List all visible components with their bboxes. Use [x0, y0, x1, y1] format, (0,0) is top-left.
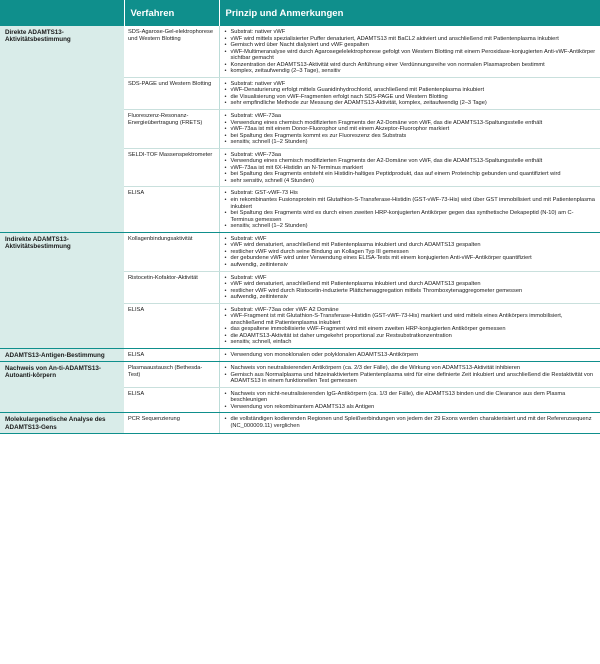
principle-item: • vWF wird denaturiert, anschließend mit Patientenplasma inkubiert und durch ADAMTS13 gespalten — [224, 242, 597, 249]
table-body — [0, 26, 600, 433]
principle-item: • die Visualisierung von vWF-Fragmenten erfolgt nach SDS-PAGE und Western Blotting — [224, 94, 597, 101]
principle-item: • sensitiv, schnell (1–2 Stunden) — [224, 139, 597, 146]
principle-item: • das gespaltene immobilisierte vWF-Fragment wird mit einem zweiten HRP-konjugierten Antikörper gemessen — [224, 326, 597, 333]
principle-list — [224, 352, 597, 359]
procedure-cell: ELISA — [124, 187, 219, 232]
procedure-cell: SDS-Agarose-Gel-elektrophorese und Western Blotting — [124, 26, 219, 77]
method-cell: Indirekte ADAMTS13-Aktivitätsbestimmung — [0, 232, 124, 348]
principle-list — [224, 190, 597, 229]
procedure-cell: PCR Sequenzierung — [124, 413, 219, 433]
principle-item: • Substrat: nativer vWF — [224, 29, 597, 36]
header-principle: Prinzip und Anmerkungen — [219, 0, 600, 26]
principle-item: • aufwendig, zeitintensiv — [224, 294, 597, 301]
principle-item: • Verwendung von rekombinantem ADAMTS13 als Antigen — [224, 404, 597, 411]
table-row — [0, 348, 600, 361]
principle-item: • bei Spaltung des Fragments entsteht ein Histidin-haltiges Peptidprodukt, das auf einem Proteinchip gebunden und quantifiziert wird — [224, 171, 597, 178]
principle-cell — [219, 387, 600, 413]
principle-list — [224, 81, 597, 107]
principle-item: • Substrat: vWF — [224, 275, 597, 282]
principle-item: • sehr empfindliche Methode zur Messung der ADAMTS13-Aktivität, komplex, zeitaufwendig (2–3 Tage) — [224, 100, 597, 107]
principle-item: • vWF-Fragment ist mit Glutathion-S-Transferase-Histidin (GST-vWF-73-His) markiert und wird mittels eines Antikörpers immobilisiert, anschließend mit Patientenplasma inkubiert — [224, 313, 597, 326]
principle-item: • Substrat: GST-vWF-73 His — [224, 190, 597, 197]
principle-item: • vWF-Denaturierung erfolgt mittels Guanidinhydrochlorid, anschließend mit Patientenplasma inkubiert — [224, 87, 597, 94]
principle-item: • Substrat: vWF-73aa — [224, 113, 597, 120]
principle-item: • Nachweis von nicht-neutralisierenden IgG-Antikörpern (ca. 1/3 der Fälle), die ADAMTS13 binden und die Clearance aus dem Plasma beschleunigen — [224, 391, 597, 404]
principle-item: • komplex, zeitaufwendig (2–3 Tage), sensitiv — [224, 68, 597, 75]
principle-item: • restlicher vWF wird durch seine Bindung an Kollagen Typ III gemessen — [224, 249, 597, 256]
principle-item: • vWF-73aa ist mit einem Donor-Fluorophor und mit einem Akzeptor-Fluorophor markiert — [224, 126, 597, 133]
principle-item: • der gebundene vWF wird unter Verwendung eines ELISA-Tests mit einem konjugierten Anti-vWF-Antikörper quantifiziert — [224, 255, 597, 262]
procedure-cell: Kollagenbindungsaktivität — [124, 232, 219, 271]
header-method — [0, 0, 124, 26]
principle-list — [224, 113, 597, 146]
table-header — [0, 0, 600, 26]
procedure-cell: Fluoreszenz-Resonanz-Energieübertragung (FRETS) — [124, 110, 219, 149]
principle-cell — [219, 413, 600, 433]
principle-item: • Substrat: vWF-73aa — [224, 152, 597, 159]
procedure-cell: Plasmaaustausch (Bethesda-Test) — [124, 362, 219, 388]
procedure-cell: Ristocetin-Kofaktor-Aktivität — [124, 271, 219, 303]
table-row — [0, 362, 600, 388]
principle-item: • Gemisch aus Normalplasma und hitzeinaktiviertem Patientenplasma wird für eine definierte Zeit inkubiert und anschließend die Restaktivität von ADAMTS13 in einem funktionellen Test gemessen — [224, 372, 597, 385]
principle-list — [224, 29, 597, 75]
principle-item: • vWF wird denaturiert, anschließend mit Patientenplasma inkubiert und durch ADAMTS13 gespalten — [224, 281, 597, 288]
principle-item: • Substrat: nativer vWF — [224, 81, 597, 88]
principle-cell — [219, 110, 600, 149]
table-row — [0, 413, 600, 433]
procedure-cell: ELISA — [124, 348, 219, 361]
principle-item: • restlicher vWF wird durch Ristocetin-induzierte Plättchenaggregation mittels Thromboxytenaggregometer gemessen — [224, 288, 597, 295]
principle-item: • die ADAMTS13-Aktivität ist daher umgekehrt proportional zur Restsubstratkonzentration — [224, 333, 597, 340]
principle-item: • sensitiv, schnell, einfach — [224, 339, 597, 346]
principle-cell — [219, 148, 600, 187]
principle-item: • sensitiv, schnell (1–2 Stunden) — [224, 223, 597, 230]
principle-item: • bei Spaltung des Fragments wird es durch einen zweiten HRP-konjugierten Antikörper gegen das synthetische Dekapeptid (N-10) am C-Terminus gemessen — [224, 210, 597, 223]
principle-item: • Nachweis von neutralisierenden Antikörpern (ca. 2/3 der Fälle), die die Wirkung von ADAMTS13-Aktivität inhibieren — [224, 365, 597, 372]
principle-item: • sehr sensitiv, schnell (4 Stunden) — [224, 178, 597, 185]
principle-item: • Gemisch wird über Nacht dialysiert und vWF gespalten — [224, 42, 597, 49]
principle-item: • bei Spaltung des Fragments kommt es zur Fluoreszenz des Substrats — [224, 133, 597, 140]
principle-list — [224, 236, 597, 269]
principle-cell — [219, 77, 600, 109]
principle-item: • Konzentration der ADAMTS13-Aktivität wird durch Anführung einer Verdünnungsreihe von normalen Plasmaproben bestimmt — [224, 62, 597, 69]
principle-item: • Verwendung eines chemisch modifizierten Fragments der A2-Domäne von vWF, das die ADAMTS13-Spaltungsstelle enthält — [224, 120, 597, 127]
procedure-cell: ELISA — [124, 387, 219, 413]
method-cell: Nachweis von An-ti-ADAMTS13-Autoanti-körpern — [0, 362, 124, 413]
principle-item: • vWF wird mittels spezialisierter Puffer denaturiert, ADAMTS13 mit BaCL2 aktiviert und anschließend mit Patientenplasma inkubiert — [224, 36, 597, 43]
principle-cell — [219, 26, 600, 77]
principle-cell — [219, 362, 600, 388]
principle-item: • Substrat: vWF — [224, 236, 597, 243]
principle-item: • Verwendung eines chemisch modifizierten Fragments der A2-Domäne von vWF, das die ADAMTS13-Spaltungsstelle enthält — [224, 158, 597, 165]
table-row — [0, 232, 600, 271]
principle-list — [224, 307, 597, 346]
principle-cell — [219, 187, 600, 232]
principle-list — [224, 275, 597, 301]
procedure-cell: ELISA — [124, 303, 219, 348]
principle-list — [224, 416, 597, 429]
principle-cell — [219, 348, 600, 361]
principle-cell — [219, 232, 600, 271]
principle-item: • Substrat: vWF-73aa oder vWF A2 Domäne — [224, 307, 597, 314]
principle-cell — [219, 271, 600, 303]
principle-list — [224, 391, 597, 411]
principle-list — [224, 365, 597, 385]
principle-item: • vWF-Multimeranalyse wird durch Agarosegelelektrophorese gefolgt von Western Blotting mit einem Peroxidase-konjugierten Anti-vWF-Antikörper sichtbar gemacht — [224, 49, 597, 62]
principle-item: • die vollständigen kodierenden Regionen und Spleißverbindungen von jedem der 29 Exons werden charakterisiert und mit der Referenzsequenz (NC_000009.11) verglichen — [224, 416, 597, 429]
method-cell: Molekulargenetische Analyse des ADAMTS13-Gens — [0, 413, 124, 433]
principle-item: • ein rekombinantes Fusionsprotein mit Glutathion-S-Transferase-Histidin (GST-vWF-73-His) wird über GST immobilisiert und mit Patientenplasma inkubiert — [224, 197, 597, 210]
principle-list — [224, 152, 597, 185]
method-cell: ADAMTS13-Antigen-Bestimmung — [0, 348, 124, 361]
procedure-cell: SDS-PAGE und Western Blotting — [124, 77, 219, 109]
procedure-cell: SELDI-TOF Massenspektrometer — [124, 148, 219, 187]
header-procedure: Verfahren — [124, 0, 219, 26]
principle-cell — [219, 303, 600, 348]
table-row — [0, 26, 600, 77]
principle-item: • aufwendig, zeitintensiv — [224, 262, 597, 269]
method-cell: Direkte ADAMTS13-Aktivitätsbestimmung — [0, 26, 124, 232]
principle-item: • vWF-73aa ist mit 6X-Histidin an N-Terminus markiert — [224, 165, 597, 172]
principle-item: • Verwendung von monoklonalen oder polyklonalen ADAMTS13-Antikörpern — [224, 352, 597, 359]
